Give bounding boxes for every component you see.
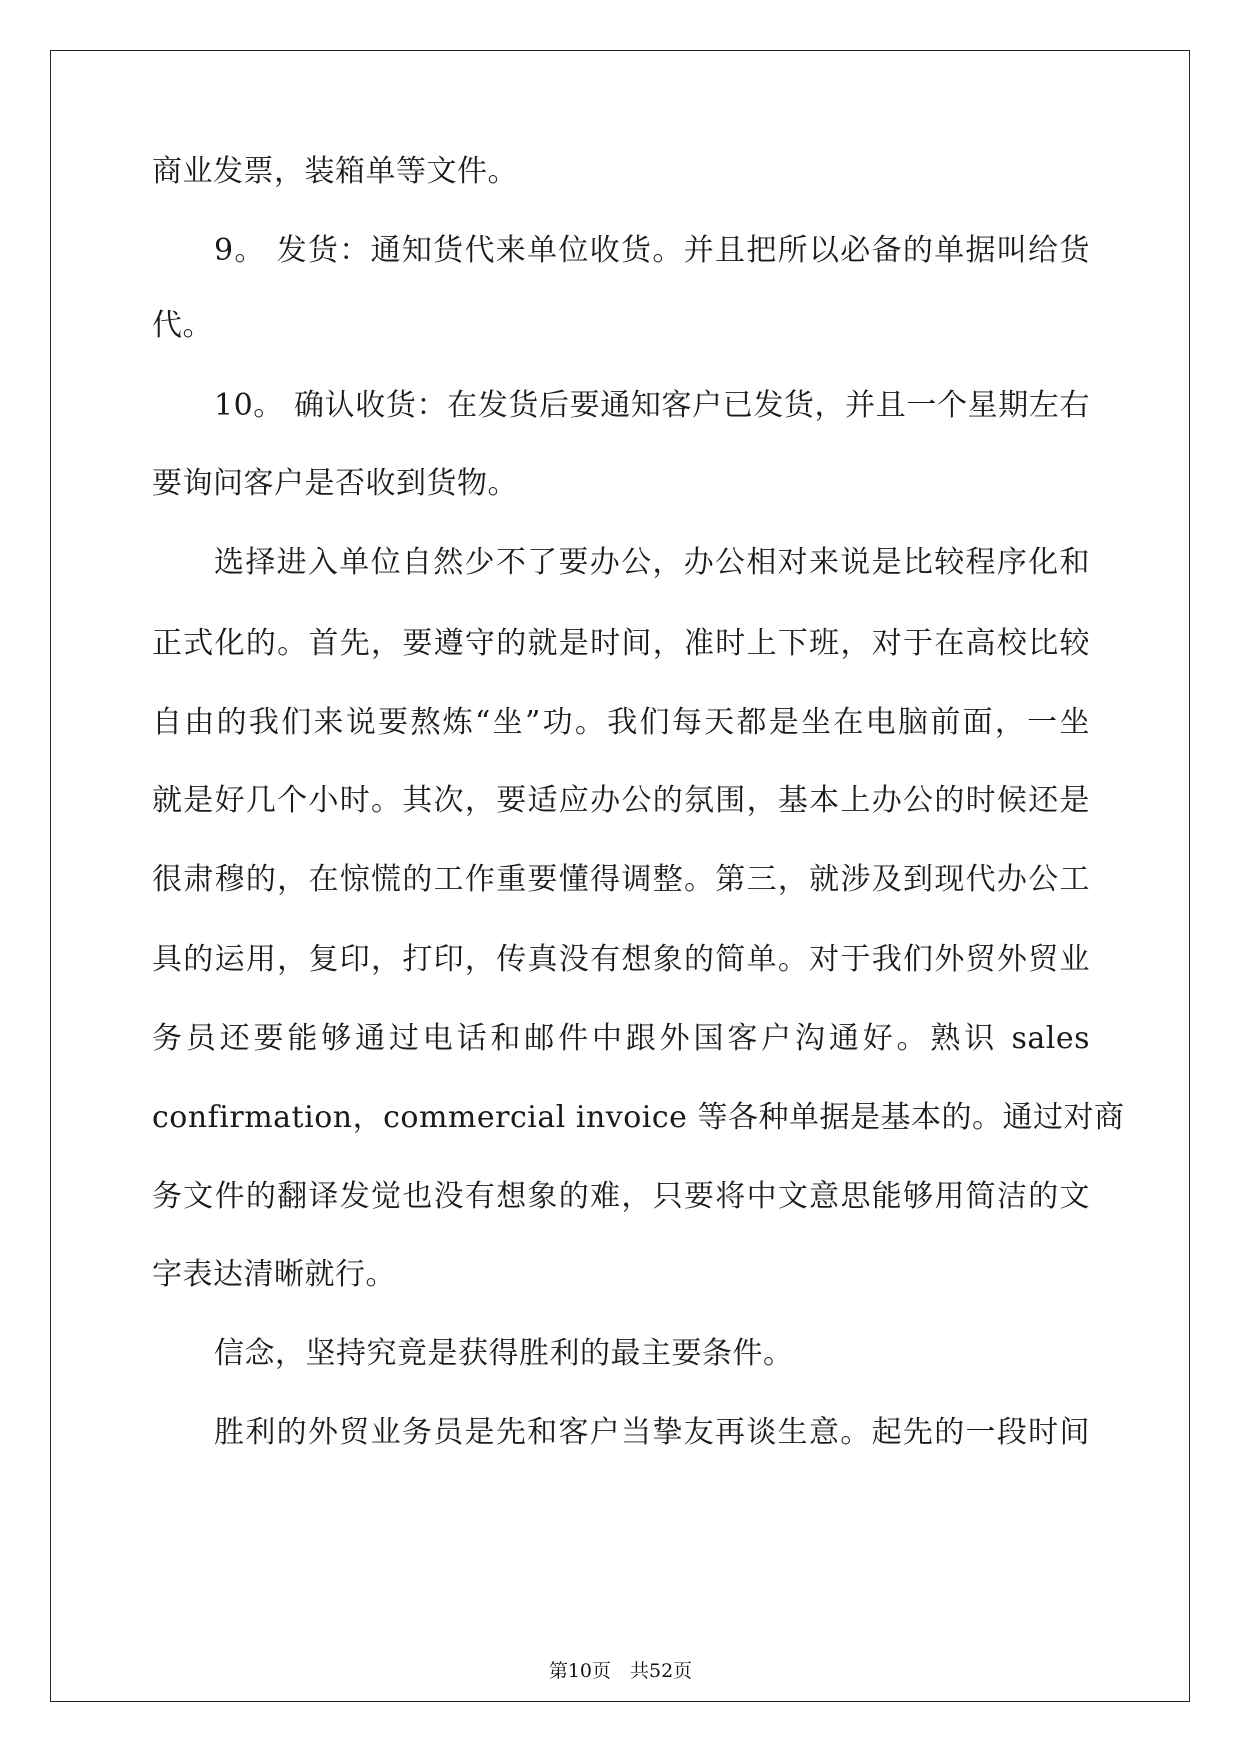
text-line: 很肃穆的，在惊慌的工作重要懂得调整。第三，就涉及到现代办公工 — [152, 862, 1090, 897]
text-line: confirmation，commercial invoice 等各种单据是基本的。通过对商 — [152, 1100, 1125, 1135]
text-line: 选择进入单位自然少不了要办公，办公相对来说是比较程序化和 — [214, 545, 1090, 580]
text-line: 代。 — [152, 308, 213, 343]
text-line: 务员还要能够通过电话和邮件中跟外国客户沟通好。熟识 sales — [152, 1021, 1090, 1056]
text-line: 具的运用，复印，打印，传真没有想象的简单。对于我们外贸外贸业 — [152, 942, 1090, 977]
text-line: 要询问客户是否收到货物。 — [152, 466, 518, 501]
text-line: 10。 确认收货：在发货后要通知客户已发货，并且一个星期左右 — [214, 388, 1090, 423]
text-line: 字表达清晰就行。 — [152, 1257, 396, 1292]
text-line: 自由的我们来说要熬炼“坐”功。我们每天都是坐在电脑前面，一坐 — [152, 705, 1090, 740]
page-number: 第10页 共52页 — [548, 1660, 693, 1682]
text-line: 正式化的。首先，要遵守的就是时间，准时上下班，对于在高校比较 — [152, 626, 1090, 661]
text-line: 务文件的翻译发觉也没有想象的难，只要将中文意思能够用简洁的文 — [152, 1179, 1090, 1214]
text-line: 信念，坚持究竟是获得胜利的最主要条件。 — [214, 1336, 794, 1371]
text-line: 商业发票，装箱单等文件。 — [152, 154, 518, 189]
text-line: 胜利的外贸业务员是先和客户当挚友再谈生意。起先的一段时间 — [214, 1415, 1090, 1450]
text-line: 就是好几个小时。其次，要适应办公的氛围，基本上办公的时候还是 — [152, 783, 1090, 818]
text-line: 9。 发货：通知货代来单位收货。并且把所以必备的单据叫给货 — [214, 233, 1090, 268]
